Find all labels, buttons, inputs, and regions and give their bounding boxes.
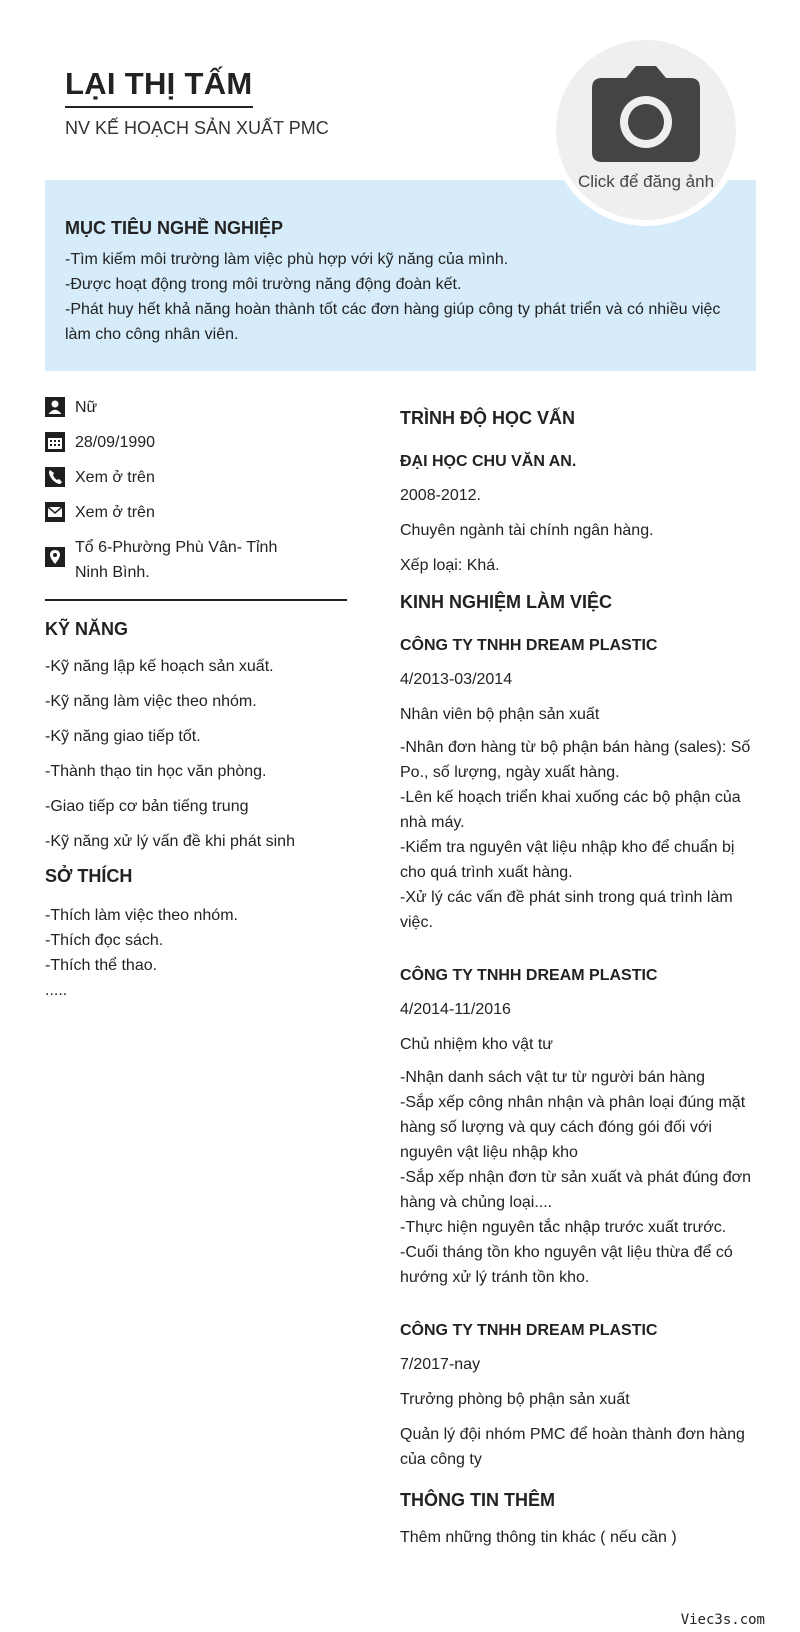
- job-role[interactable]: Trưởng phòng bộ phận sản xuất: [400, 1391, 630, 1408]
- job-description-line[interactable]: Quản lý đội nhóm PMC để hoàn thành đơn hàng của công ty: [400, 1426, 745, 1468]
- hobby-item[interactable]: -Thích đọc sách.: [45, 932, 164, 949]
- education-major[interactable]: Chuyên ngành tài chính ngân hàng.: [400, 522, 654, 539]
- job-company[interactable]: CÔNG TY TNHH DREAM PLASTIC: [400, 1322, 658, 1339]
- address-row: [45, 535, 347, 585]
- job-entry: [400, 967, 760, 1290]
- job-entry: [400, 637, 760, 935]
- objective-title: MỤC TIÊU NGHỀ NGHIỆP: [65, 218, 284, 238]
- skill-item[interactable]: -Kỹ năng làm việc theo nhóm.: [45, 693, 257, 710]
- phone-icon: [45, 467, 65, 487]
- header: [65, 66, 329, 139]
- photo-upload-label: Click để đăng ảnh: [577, 172, 715, 191]
- education-grade[interactable]: Xếp loại: Khá.: [400, 557, 500, 574]
- skill-item[interactable]: -Giao tiếp cơ bản tiếng trung: [45, 798, 249, 815]
- job-period[interactable]: 4/2013-03/2014: [400, 671, 513, 688]
- skills-title: KỸ NĂNG: [45, 619, 129, 639]
- right-column: [400, 408, 760, 1550]
- left-column: [45, 395, 347, 1003]
- hobby-item[interactable]: .....: [45, 982, 68, 999]
- skill-item[interactable]: -Kỹ năng xử lý vấn đề khi phát sinh: [45, 833, 295, 850]
- job-company[interactable]: CÔNG TY TNHH DREAM PLASTIC: [400, 967, 658, 984]
- birthdate-row: [45, 430, 347, 455]
- job-role[interactable]: Chủ nhiệm kho vật tư: [400, 1036, 554, 1053]
- phone-row: [45, 465, 347, 490]
- birthdate-value[interactable]: 28/09/1990: [75, 434, 156, 451]
- education-title: TRÌNH ĐỘ HỌC VẤN: [400, 408, 575, 428]
- hobby-item[interactable]: -Thích thể thao.: [45, 957, 158, 974]
- gender-value[interactable]: Nữ: [75, 399, 98, 416]
- email-value[interactable]: Xem ở trên: [75, 504, 155, 521]
- job-description-line[interactable]: -Cuối tháng tồn kho nguyên vật liệu thừa để có hướng xử lý tránh tồn kho.: [400, 1244, 733, 1286]
- objective-line[interactable]: -Tìm kiếm môi trường làm việc phù hợp với kỹ năng của mình.: [65, 251, 509, 268]
- job-description-line[interactable]: -Kiểm tra nguyên vật liệu nhập kho để chuẩn bị cho quá trình xuất hàng.: [400, 839, 735, 881]
- job-role[interactable]: Nhân viên bộ phận sản xuất: [400, 706, 600, 723]
- watermark: Viec3s.com: [680, 1612, 765, 1628]
- gender-row: [45, 395, 347, 420]
- hobbies-title: SỞ THÍCH: [45, 866, 133, 886]
- extra-info-title: THÔNG TIN THÊM: [400, 1490, 555, 1510]
- job-description-line[interactable]: -Nhận danh sách vật tư từ người bán hàng: [400, 1069, 706, 1086]
- job-description-line[interactable]: -Xử lý các vấn đề phát sinh trong quá trình làm việc.: [400, 889, 733, 931]
- education-period[interactable]: 2008-2012.: [400, 487, 481, 504]
- job-description-line[interactable]: -Thực hiện nguyên tắc nhập trước xuất trước.: [400, 1219, 727, 1236]
- skill-item[interactable]: -Thành thạo tin học văn phòng.: [45, 763, 267, 780]
- address-value[interactable]: Tổ 6-Phường Phù Vân- Tỉnh Ninh Bình.: [75, 539, 278, 581]
- person-icon: [45, 397, 65, 417]
- camera-icon: [592, 66, 700, 162]
- job-company[interactable]: CÔNG TY TNHH DREAM PLASTIC: [400, 637, 658, 654]
- job-description-line[interactable]: -Lên kế hoạch triển khai xuống các bộ phận của nhà máy.: [400, 789, 741, 831]
- divider: [45, 599, 347, 601]
- objective-line[interactable]: -Phát huy hết khả năng hoàn thành tốt các đơn hàng giúp công ty phát triển và có nhiều việc làm cho công nhân viên.: [65, 301, 721, 343]
- location-pin-icon: [45, 547, 65, 567]
- objective-line[interactable]: -Được hoạt động trong môi trường năng động đoàn kết.: [65, 276, 462, 293]
- email-row: [45, 500, 347, 525]
- hobby-item[interactable]: -Thích làm việc theo nhóm.: [45, 907, 238, 924]
- job-description-line[interactable]: -Nhân đơn hàng từ bộ phận bán hàng (sales): Số Po., số lượng, ngày xuất hàng.: [400, 739, 751, 781]
- envelope-icon: [45, 502, 65, 522]
- phone-value[interactable]: Xem ở trên: [75, 469, 155, 486]
- extra-info-text[interactable]: Thêm những thông tin khác ( nếu cần ): [400, 1529, 677, 1546]
- school-name[interactable]: ĐẠI HỌC CHU VĂN AN.: [400, 453, 577, 470]
- job-period[interactable]: 7/2017-nay: [400, 1356, 481, 1373]
- job-period[interactable]: 4/2014-11/2016: [400, 1001, 511, 1018]
- candidate-name[interactable]: LẠI THỊ TẤM: [65, 66, 253, 108]
- experience-title: KINH NGHIỆM LÀM VIỆC: [400, 592, 613, 612]
- job-description-line[interactable]: -Sắp xếp công nhân nhận và phân loại đúng mặt hàng số lượng và quy cách đóng gói đối với nguyên vật liệu nhập kho: [400, 1094, 746, 1161]
- job-description-line[interactable]: -Sắp xếp nhận đơn từ sản xuất và phát đúng đơn hàng và chủng loại....: [400, 1169, 752, 1211]
- candidate-position[interactable]: NV KẾ HOẠCH SẢN XUẤT PMC: [65, 118, 329, 138]
- skill-item[interactable]: -Kỹ năng lập kế hoạch sản xuất.: [45, 658, 274, 675]
- job-entry: [400, 1322, 760, 1472]
- calendar-icon: [45, 432, 65, 452]
- photo-upload[interactable]: [550, 34, 742, 226]
- skill-item[interactable]: -Kỹ năng giao tiếp tốt.: [45, 728, 201, 745]
